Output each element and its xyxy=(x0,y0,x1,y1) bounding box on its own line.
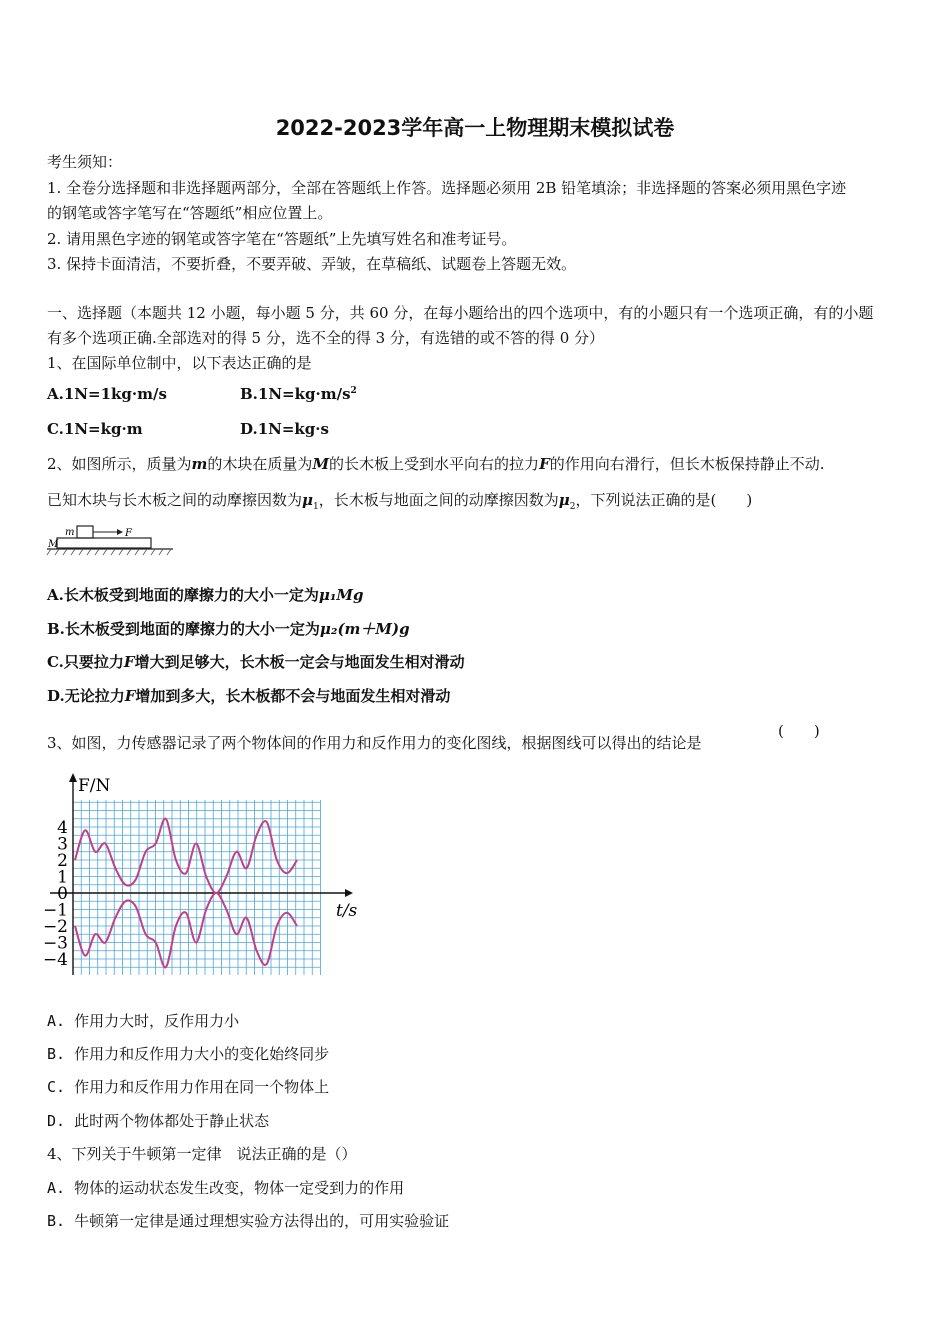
y-tick-label: 2 xyxy=(57,851,68,871)
figure-label-F: F xyxy=(125,528,132,539)
notice-heading: 考生须知： xyxy=(47,153,123,171)
chart-axes xyxy=(50,773,353,975)
question-2-option-c: C.只要拉力F增大到足够大，长木板一定会与地面发生相对滑动 xyxy=(47,653,465,671)
question-1-option-d: D.1N=kg·s xyxy=(240,420,329,438)
series-line-reaction-force xyxy=(75,893,297,967)
figure-label-M: M xyxy=(48,539,59,550)
y-tick-label: 0 xyxy=(57,884,68,904)
question-3-answer-paren: ( ) xyxy=(778,722,820,740)
section-instructions-cont: 有多个选项正确.全部选对的得 5 分，选不全的得 3 分，有选错的或不答的得 0 分） xyxy=(47,329,605,347)
question-3-option-c: C. 作用力和反作用力作用在同一个物体上 xyxy=(47,1078,330,1096)
y-tick-label: −1 xyxy=(42,900,68,921)
question-2-option-b: B.长木板受到地面的摩擦力的大小一定为μ₂(m＋M)g xyxy=(47,620,410,638)
section-instructions: 一、选择题（本题共 12 小题，每小题 5 分，共 60 分，在每小题给出的四个选项中，有的小题只有一个选项正确，有的小题 xyxy=(47,304,874,322)
question-3-option-d: D. 此时两个物体都处于静止状态 xyxy=(47,1112,270,1130)
y-tick-label: −3 xyxy=(42,933,68,954)
question-3-option-a: A. 作用力大时，反作用力小 xyxy=(47,1012,240,1030)
y-axis-arrow-icon xyxy=(69,773,77,782)
question-2-option-d: D.无论拉力F增加到多大，长木板都不会与地面发生相对滑动 xyxy=(47,687,451,705)
figure-label-m: m xyxy=(65,527,75,538)
question-3-stem: 3、如图，力传感器记录了两个物体间的作用力和反作用力的变化图线，根据图线可以得出的结论是 xyxy=(47,734,702,752)
y-tick-label: 1 xyxy=(57,867,68,888)
x-axis-arrow-icon xyxy=(345,889,353,897)
y-tick-label: 4 xyxy=(57,818,68,838)
y-tick-label: −2 xyxy=(42,917,68,937)
question-4-option-b: B. 牛顿第一定律是通过理想实验方法得出的，可用实验验证 xyxy=(47,1212,450,1230)
series-line-action-force xyxy=(75,819,297,893)
y-axis-label: F/N xyxy=(78,776,111,796)
chart-grid xyxy=(73,800,321,975)
question-1-option-b: $B.1N=kg\cdot m/s^2$ xyxy=(240,385,357,403)
notice-item-1-cont: 的钢笔或答字笔写在“答题纸”相应位置上。 xyxy=(47,204,333,222)
force-time-chart xyxy=(40,770,370,980)
block-on-board-figure xyxy=(45,522,175,556)
notice-item-2: 2. 请用黑色字迹的钢笔或答字笔在“答题纸”上先填写姓名和准考证号。 xyxy=(47,230,517,248)
question-1-stem: 1、在国际单位制中，以下表达正确的是 xyxy=(47,354,312,372)
question-1-option-c: C.1N=kg·m xyxy=(47,420,143,438)
y-tick-label: −4 xyxy=(42,950,68,970)
y-tick-label: 3 xyxy=(57,834,68,855)
x-axis-label: t/s xyxy=(336,901,358,921)
y-tick-labels xyxy=(43,818,68,970)
question-4-option-a: A. 物体的运动状态发生改变，物体一定受到力的作用 xyxy=(47,1179,405,1197)
page-title: 2022-2023学年高一上物理期末模拟试卷 xyxy=(275,116,675,140)
question-3-option-b: B. 作用力和反作用力大小的变化始终同步 xyxy=(47,1045,330,1063)
question-2-option-a: A.长木板受到地面的摩擦力的大小一定为μ₁Mg xyxy=(47,586,364,604)
question-4-stem: 4、下列关于牛顿第一定律 说法正确的是（） xyxy=(47,1145,357,1163)
question-2-stem: 2、如图所示，质量为m的木块在质量为M的长木板上受到水平向右的拉力F的作用向右滑行，但长木板保持静止不动. xyxy=(47,455,825,473)
question-2-stem-cont: 已知木块与长木板之间的动摩擦因数为$\mu_1$，长木板与地面之间的动摩擦因数为$\mu_2$，下列说法正确的是( ) xyxy=(47,491,753,512)
notice-item-3: 3. 保持卡面清洁，不要折叠，不要弄破、弄皱，在草稿纸、试题卷上答题无效。 xyxy=(47,255,577,273)
question-1-option-a: A.1N=1kg·m/s xyxy=(47,385,167,403)
notice-item-1: 1. 全卷分选择题和非选择题两部分，全部在答题纸上作答。选择题必须用 2B 铅笔填涂；非选择题的答案必须用黑色字迹 xyxy=(47,179,847,197)
